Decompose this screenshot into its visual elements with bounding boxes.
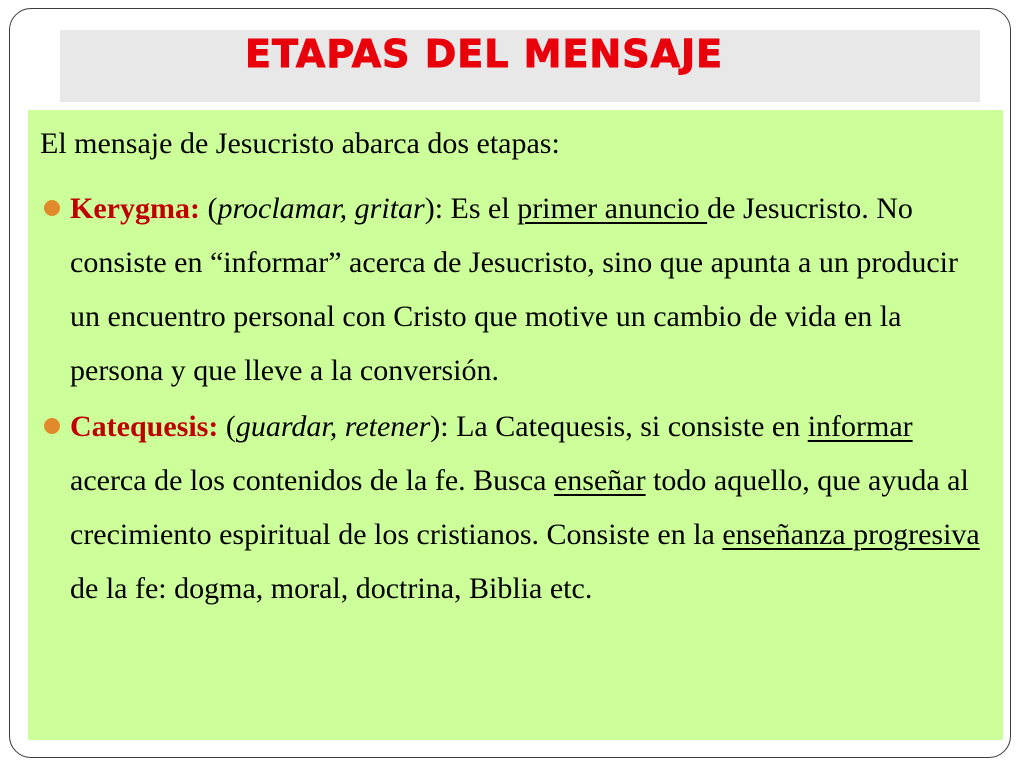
catequesis-meaning: guardar, retener (235, 410, 431, 443)
term-kerygma: Kerygma: (70, 192, 200, 225)
catequesis-paren-open: ( (218, 410, 236, 443)
bullet-catequesis (40, 400, 983, 616)
catequesis-text-1: acerca de los contenidos de la fe. Busca (70, 464, 554, 497)
kerygma-paren-open: ( (199, 192, 218, 225)
kerygma-description: de Jesucristo. No consiste en “informar” acerca de Jesucristo, sino que apunta a un producir un encuentro personal con Cristo que motive un cambio de vida en la persona y que lleve a la conversión. (70, 192, 958, 387)
slide-title: ETAPAS DEL MENSAJE (245, 32, 724, 76)
intro-text: El mensaje de Jesucristo abarca dos etapas: (40, 127, 560, 160)
catequesis-underlined-informar: informar (807, 410, 913, 443)
kerygma-meaning: proclamar, gritar (217, 192, 425, 225)
content-box (28, 110, 1003, 740)
bullet-dot-icon (44, 418, 60, 434)
kerygma-underlined-primer-anuncio: primer anuncio (517, 192, 708, 225)
catequesis-paren-close: ): La Catequesis, si consiste en (430, 410, 808, 443)
catequesis-underlined-ensenar: enseñar (553, 464, 646, 497)
catequesis-text-2: todo aquello, que ayuda al crecimiento espiritual de los cristianos. Consiste en la (70, 464, 969, 551)
bullet-dot-icon (44, 200, 60, 216)
kerygma-paren-close: ): Es el (424, 192, 518, 225)
bullet-kerygma (40, 182, 983, 398)
catequesis-underlined-ensenanza-progresiva: enseñanza progresiva (722, 518, 980, 551)
catequesis-text-3: de la fe: dogma, moral, doctrina, Biblia etc. (70, 572, 593, 605)
term-catequesis: Catequesis: (70, 410, 219, 443)
